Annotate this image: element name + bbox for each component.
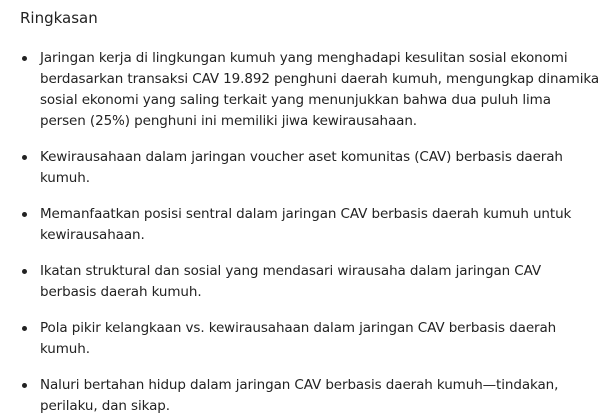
bullet-icon (22, 56, 27, 61)
highlights-list (20, 48, 600, 417)
bullet-icon (22, 383, 27, 388)
bullet-icon (22, 326, 27, 331)
list-item-text: Kewirausahaan dalam jaringan voucher aset komunitas (CAV) berbasis daerah kumuh. (40, 149, 563, 186)
list-item (20, 261, 600, 303)
list-item-text: Pola pikir kelangkaan vs. kewirausahaan dalam jaringan CAV berbasis daerah kumuh. (40, 320, 557, 357)
list-item (20, 204, 600, 246)
list-item (20, 318, 600, 360)
list-item-text: Jaringan kerja di lingkungan kumuh yang menghadapi kesulitan sosial ekonomi berdasarkan transaksi CAV 19.892 penghuni daerah kumuh, mengungkap dinamika sosial ekonomi yang saling terkait yang menunjukkan bahwa dua puluh lima persen (25%) penghuni ini memiliki jiwa kewirausahaan. (40, 50, 600, 129)
summary-heading: Ringkasan (20, 9, 98, 27)
list-item (20, 375, 600, 417)
list-item (20, 48, 600, 132)
list-item-text: Ikatan struktural dan sosial yang mendasari wirausaha dalam jaringan CAV berbasis daerah kumuh. (40, 263, 542, 300)
bullet-icon (22, 269, 27, 274)
list-item-text: Memanfaatkan posisi sentral dalam jaringan CAV berbasis daerah kumuh untuk kewirausahaan. (40, 206, 572, 243)
list-item (20, 147, 600, 189)
bullet-icon (22, 212, 27, 217)
bullet-icon (22, 155, 27, 160)
list-item-text: Naluri bertahan hidup dalam jaringan CAV berbasis daerah kumuh—tindakan, perilaku, dan sikap. (40, 377, 559, 414)
